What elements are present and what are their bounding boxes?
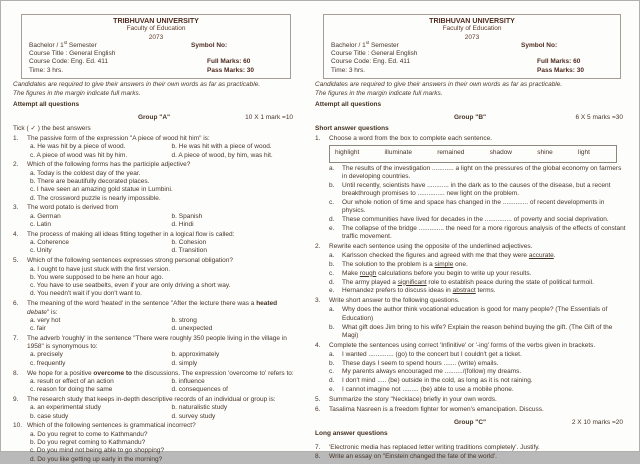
question-number: 5. (315, 395, 321, 403)
program-post: Semester (67, 41, 97, 49)
question-number: 9. (13, 395, 19, 403)
item-text: Our whole notion of time and space has changed in the .............. of recent developments in physics. (342, 198, 605, 215)
item-letter: d. (329, 278, 335, 286)
group-a-heading (11, 114, 297, 122)
question-number: 5. (13, 257, 19, 265)
symbol-no-label: Symbol No: (521, 41, 558, 49)
option: a. result or effect of an action (30, 377, 114, 385)
options (27, 378, 297, 395)
item-text-pre: Karlsson checked the figures and agreed with me that they were (342, 252, 529, 260)
box-word: shadow (489, 149, 512, 157)
exam-page-left (1, 1, 303, 463)
box-word: light (578, 149, 590, 157)
program-name (331, 39, 521, 50)
pass-marks: Pass Marks: 30 (537, 66, 584, 74)
question-text-bold: heated (256, 300, 278, 308)
question-text-bold: overcome to (93, 369, 133, 377)
item-text: My parents always encouraged me ........../(follow) my dreams. (342, 368, 522, 376)
question-8 (13, 370, 297, 395)
underlined-word: simple (434, 260, 454, 268)
question-number: 8. (315, 453, 321, 461)
university-name: TRIBHUVAN UNIVERSITY (113, 17, 199, 25)
option: b. case study (30, 412, 69, 420)
instruction-note-2: The figures in the margin indicate full marks. (315, 90, 443, 98)
tick-instruction: Tick ( ✓ ) the best answers (13, 125, 91, 133)
course-title: Course Title : General English (331, 50, 418, 58)
option: d. survey study (171, 412, 216, 420)
option: b. naturalistic study (171, 404, 228, 412)
group-c-name: Group "C" (453, 418, 487, 426)
program-pre: Bachelor / 1 (331, 41, 366, 49)
question-text: Summarize the story "Necklace) briefly in your own words. (329, 395, 497, 403)
option: d. The crossword puzzle is nearly impossible. (30, 194, 161, 202)
question-9 (13, 396, 297, 421)
program-name (29, 39, 191, 50)
question-text: The process of making all ideas fitting together in a logical flow is called: (27, 230, 235, 238)
question-b6 (315, 406, 627, 414)
item-text (342, 279, 627, 287)
symbol-no-label: Symbol No: (191, 41, 228, 49)
question-1 (13, 135, 297, 160)
options (27, 317, 297, 334)
options (27, 170, 297, 203)
item-letter: a. (329, 306, 335, 314)
option: d. Transition (171, 247, 207, 255)
attempt-all-note: Attempt all questions (13, 100, 80, 108)
program-row (331, 39, 613, 50)
group-a-marks: 10 X 1 mark =10 (245, 113, 294, 121)
item-letter: a. (329, 252, 335, 260)
question-text: The adverb 'roughly' in the sentence "There were roughly 350 people living in the village in 1958" is synonymous to: (27, 334, 287, 351)
option: c. reason for doing the same (30, 386, 113, 394)
question-text: Which of the following forms has the participle adjective? (27, 161, 191, 169)
option: a. German (30, 212, 61, 220)
question-b4 (315, 342, 627, 395)
pass-marks: Pass Marks: 30 (207, 66, 255, 74)
question-7 (13, 335, 297, 368)
sub-items (329, 306, 627, 340)
sub-items (329, 252, 627, 295)
question-c7 (315, 444, 627, 452)
exam-time: Time: 3 hrs. (331, 66, 366, 74)
question-text: The passive form of the expression "A piece of wood hit him" is: (27, 135, 210, 143)
group-c-marks: 2 X 10 marks =20 (571, 418, 623, 426)
program-sup: st (365, 39, 370, 45)
question-number: 7. (315, 443, 321, 451)
attempt-all-note: Attempt all questions (315, 100, 382, 108)
item-letter: b. (329, 359, 335, 367)
option: a. Today is the coldest day of the year. (30, 169, 141, 177)
question-text (27, 300, 297, 317)
options (27, 239, 297, 256)
faculty-name: Faculty of Education (442, 25, 502, 33)
option: c. fair (30, 325, 46, 333)
option: a. very hot (30, 316, 61, 324)
option: b. He was hit with a piece of wood. (171, 143, 272, 151)
underlined-word: rough (359, 269, 377, 277)
question-number: 4. (13, 230, 19, 238)
item-letter: c. (329, 269, 335, 277)
question-text: The research study that keeps in-depth descriptive records of an individual or group is: (27, 395, 276, 403)
item-letter: c. (329, 198, 335, 206)
option: c. Do you mind not being able to go shopping? (30, 447, 165, 455)
question-text: Which of the following sentences expresses strong personal obligation? (27, 257, 233, 265)
item-text-post: one. (453, 260, 468, 268)
item-letter: a. (329, 164, 335, 172)
option: a. I ought to have just stuck with the first version. (30, 265, 171, 273)
question-6 (13, 300, 297, 333)
option: d. A piece of wood, by him, was hit. (171, 151, 273, 159)
item-text-pre: The army played a (342, 278, 398, 286)
option: a. precisely (30, 351, 63, 359)
item-text-post: . (553, 252, 556, 260)
item-letter: e. (329, 287, 335, 295)
option: b. approximately (171, 351, 220, 359)
program-post: Semester (369, 41, 399, 49)
left-header-box (21, 14, 291, 79)
question-b1 (315, 135, 627, 241)
question-text: 'Electronic media has replaced letter writing traditions completely'. Justify. (329, 443, 540, 451)
item-letter: b. (329, 323, 335, 331)
box-word: highlight (335, 149, 360, 157)
question-text-post: " is: (46, 308, 58, 316)
option: c. Unity (30, 247, 52, 255)
option: a. Coherence (30, 239, 70, 247)
question-number: 10. (13, 422, 23, 430)
option: b. strong (171, 316, 197, 324)
item-text-post: role to establish peace during the state of political turmoil. (426, 278, 594, 286)
item-text (342, 270, 627, 278)
box-word: shine (537, 149, 553, 157)
question-number: 2. (13, 161, 19, 169)
options (27, 404, 297, 421)
option: b. There are beautifully decorated places. (30, 178, 150, 186)
exam-year: 2073 (148, 33, 164, 41)
faculty-name: Faculty of Education (126, 25, 186, 33)
question-number: 1. (13, 135, 19, 143)
option: b. Do you regret coming to Kathmandu? (30, 438, 146, 446)
option: c. You have to use seatbelts, even if your are only driving a short way. (30, 282, 231, 290)
option: b. influence (171, 377, 205, 385)
option: a. Do you regret to come to Kathmandu? (30, 430, 148, 438)
options (27, 266, 297, 299)
question-number: 4. (315, 341, 321, 349)
group-b-marks: 6 X 5 marks =30 (575, 113, 623, 121)
item-text (342, 252, 627, 260)
question-text: The word potato is derived from (27, 204, 119, 212)
question-number: 8. (13, 369, 19, 377)
item-text: These days I seem to spend hours ....... (write) emails. (342, 359, 499, 367)
group-b-name: Group "B" (453, 113, 487, 121)
course-code: Course Code: Eng. Ed. 411 (29, 58, 109, 66)
question-10 (13, 422, 297, 463)
item-text: The collapse of the bridge .............. the need for a more rigorous analysis of the effects of constant traffic movement. (342, 224, 626, 241)
item-text: The results of the investigation ............ a light on the pressures of the global economy on farmers in developing countries. (342, 164, 622, 180)
underlined-word: significant (397, 278, 427, 286)
option: c. Latin (30, 221, 51, 229)
question-text: Write short answer to the following questions. (329, 297, 460, 305)
option: c. frequently (30, 359, 66, 367)
item-letter: a. (329, 350, 335, 358)
item-text-post: terms. (475, 287, 496, 295)
item-letter: d. (329, 377, 335, 385)
question-text: Complete the sentences using correct 'Infinitive' or '-ing' forms of the verbs given in brackets. (329, 341, 596, 349)
option: d. You needn't wait if you don't want to. (30, 290, 142, 298)
item-letter: c. (329, 368, 335, 376)
item-text: I don't mind ..... (be) outside in the cold, as long as it is not raining. (342, 377, 533, 385)
box-word: illuminate (384, 149, 412, 157)
question-number: 3. (13, 204, 19, 212)
question-text (27, 370, 297, 378)
options (27, 351, 297, 368)
question-number: 3. (315, 297, 321, 305)
long-answer-heading: Long answer questions (315, 430, 388, 438)
instruction-note-1: Candidates are required to give their answers in their own words as far as practicable. (13, 81, 261, 89)
question-text-pre: We hope for a positive (27, 369, 94, 377)
item-text (342, 287, 627, 295)
item-text-pre: Hernandez prefers to discuss ideas in (342, 287, 453, 295)
full-marks: Full Marks: 60 (207, 58, 251, 66)
item-text-post: calculations before you begin to write up your results. (376, 269, 532, 277)
sub-items (329, 165, 627, 242)
instruction-note-1: Candidates are required to give their answers in their own words as far as practicable. (315, 81, 563, 89)
box-word: remained (437, 149, 465, 157)
question-b5 (315, 396, 627, 404)
item-text: I wanted .............. (go) to the concert but I couldn't get a ticket. (342, 350, 522, 358)
options (27, 213, 297, 230)
item-letter: d. (329, 215, 335, 223)
question-text: Rewrite each sentence using the opposite of the underlined adjectives. (329, 242, 533, 250)
question-2 (13, 161, 297, 202)
underlined-word: abstract (452, 287, 476, 295)
option: c. I have seen an amazing gold statue in Lumbini. (30, 186, 173, 194)
question-text-italic: debate (27, 308, 47, 316)
option: d. consequences of (171, 386, 228, 394)
item-letter: b. (329, 260, 335, 268)
exam-time: Time: 3 hrs. (29, 66, 64, 74)
item-text-pre: Make (342, 269, 360, 277)
option: b. Cohesion (171, 239, 207, 247)
question-b2 (315, 243, 627, 296)
option: d. unexpected (171, 325, 213, 333)
question-c8 (315, 453, 627, 461)
question-number: 6. (13, 300, 19, 308)
options (27, 431, 297, 464)
short-answer-heading: Short answer questions (315, 125, 389, 133)
option: a. He was hit by a piece of wood. (30, 143, 126, 151)
question-5 (13, 257, 297, 298)
group-c-heading (313, 419, 627, 427)
program-sup: st (63, 39, 68, 45)
right-header-box (323, 14, 621, 79)
full-marks: Full Marks: 60 (537, 58, 581, 66)
item-letter: b. (329, 181, 335, 189)
item-text-pre: The solution to the problem is a (342, 260, 435, 268)
question-number: 2. (315, 242, 321, 250)
option: a. an experimental study (30, 404, 101, 412)
course-title: Course Title : General English (29, 50, 116, 58)
program-row (29, 39, 283, 50)
item-letter: e. (329, 224, 335, 232)
item-text: I cannot imagine not ......... (be) able to use a mobile phone. (342, 386, 514, 394)
item-text: Until recently, scientists have ............ in the dark as to the causes of the disease, but a recent breakthrough promises to ............... new light on the problem. (342, 181, 611, 198)
instruction-note-2: The figures in the margin indicate full marks. (13, 90, 141, 98)
exam-page-right (303, 1, 639, 461)
item-text: What gift does Jim bring to his wife? Explain the reason behind buying the gift. (The Gift of the Magi) (342, 323, 613, 339)
options (27, 143, 297, 160)
question-4 (13, 231, 297, 256)
question-text: Choose a word from the box to complete each sentence. (329, 135, 493, 143)
question-3 (13, 204, 297, 229)
exam-year: 2073 (464, 33, 480, 41)
item-letter: e. (329, 386, 335, 394)
group-b-heading (313, 114, 627, 122)
option: d. simply (171, 359, 198, 367)
question-number: 1. (315, 135, 321, 143)
option: d. Hindi (171, 221, 194, 229)
option: b. Spanish (171, 212, 203, 220)
program-pre: Bachelor / 1 (29, 41, 64, 49)
question-b3 (315, 297, 627, 340)
option: c. A piece of wood was hit by him. (30, 151, 128, 159)
question-number: 7. (13, 334, 19, 342)
word-choice-box (329, 145, 617, 162)
question-text-pre: The meaning of the word 'heated' in the sentence "After the lecture there was a (27, 300, 257, 308)
question-number: 6. (315, 405, 321, 413)
question-text-post: the discussions. The expression 'overcome to' refers to: (132, 369, 294, 377)
question-text: Tasalima Nasreen is a freedom fighter for women's emancipation. Discuss. (329, 405, 544, 413)
course-code: Course Code: Eng. Ed. 411 (331, 58, 411, 66)
item-text: Why does the author think vocational education is good for many people? (The Essentials of Education) (342, 306, 608, 322)
underlined-word: accurate (528, 252, 554, 260)
group-a-name: Group "A" (137, 113, 171, 121)
option: d. Do you like getting up early in the morning? (30, 455, 163, 463)
question-text: Which of the following sentences is grammatical incorrect? (27, 422, 196, 430)
university-name: TRIBHUVAN UNIVERSITY (429, 17, 515, 25)
item-text: These communities have lived for decades in the ............... of poverty and social deprivation. (342, 215, 609, 223)
question-text: Write an essay on "Einstein changed the fate of the world'. (329, 453, 497, 461)
item-text (342, 261, 627, 269)
option: b. You were supposed to be here an hour ago. (30, 273, 164, 281)
sub-items (329, 351, 627, 394)
